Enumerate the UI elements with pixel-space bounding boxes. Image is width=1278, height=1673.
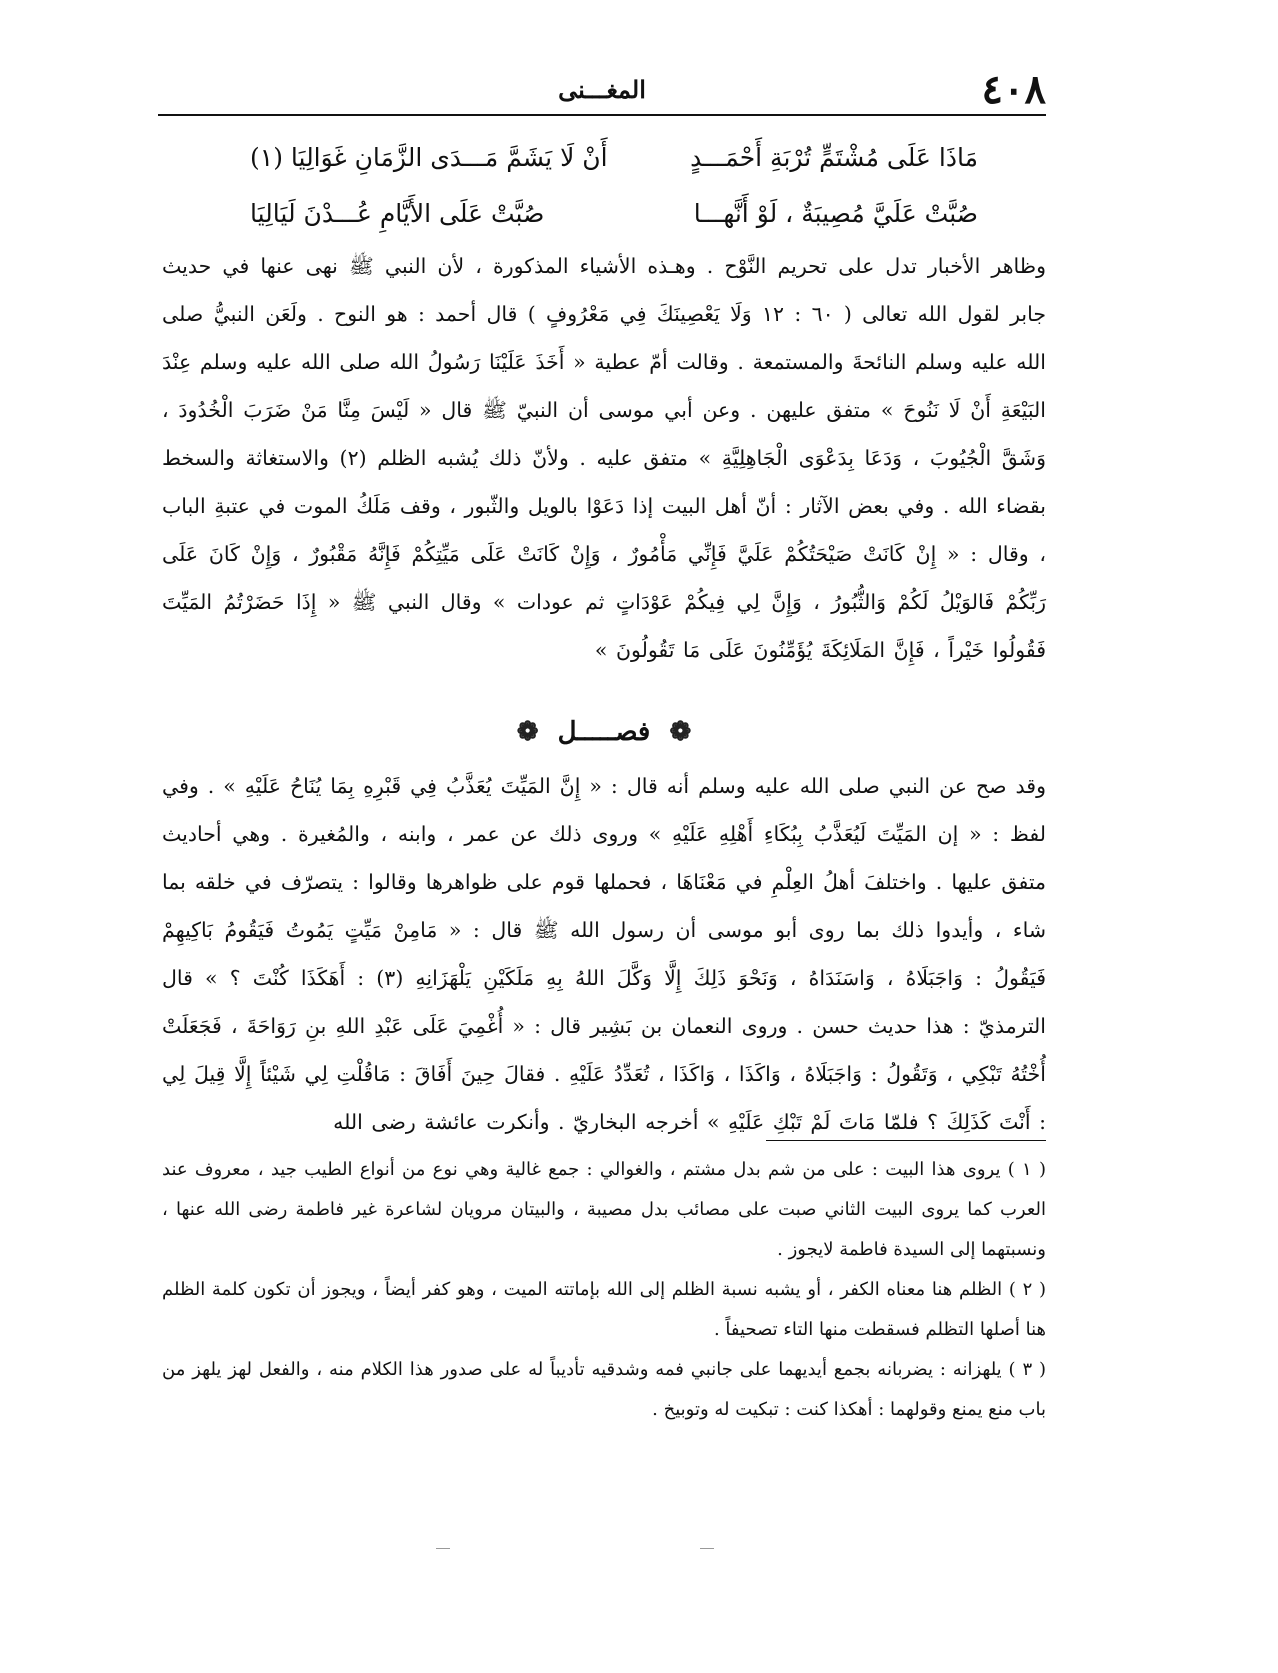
section-heading (162, 708, 1046, 756)
paragraph: وظاهر الأخبار تدل على تحريم النَّوْح . وهـذه الأشياء المذكورة ، لأن النبي ﷺ نهى عنها في حديث جابر لقول الله تعالى ( ٦٠ : ١٢ وَلَا يَعْصِينَكَ فِي مَعْرُوفٍ ) قال أحمد : هو النوح . ولَعَن النبيُّ صلى الله عليه وسلم النائحةَ والمستمعة . وقالت أمّ عطية « أَخَذَ عَلَيْنَا رَسُولُ الله صلى الله عليه وسلم عِنْدَ البَيْعَةِ أَنْ لَا نَنُوحَ » متفق عليهن . وعن أبي موسى أن النبيّ ﷺ قال « لَيْسَ مِنَّا مَنْ ضَرَبَ الْخُدُودَ ، وَشَقَّ الْجُيُوبَ ، وَدَعَا بِدَعْوَى الْجَاهِلِيَّةِ » متفق عليه . ولأنّ ذلك يُشبه الظلم (٢) والاستغاثة والسخط بقضاء الله . وفي بعض الآثار : أنّ أهل البيت إذا دَعَوْا بالويل والثّبور ، وقف مَلَكُ الموت في عتبةِ الباب ، وقال : « إِنْ كَانَتْ صَيْحَتُكُمْ عَلَيَّ فَإِنِّي مَأْمُورٌ ، وَإِنْ كَانَتْ عَلَى مَيِّتِكُمْ فَإِنَّهُ مَقْبُورٌ ، وَإِنْ كَانَ عَلَى رَبِّكُمْ فَالوَيْلُ لَكُمْ وَالثُّبُورُ ، وَإِنَّ لِي فِيكُمْ عَوْدَاتٍ ثم عودات » وقال النبي ﷺ « إِذَا حَضَرْتُمُ المَيِّتَ فَقُولُوا خَيْراً ، فَإِنَّ المَلَائِكَةَ يُؤَمِّنُونَ عَلَى مَا تَقُولُونَ » (162, 254, 1047, 662)
verse-first-hemistich: صُبَّتْ عَلَيَّ مُصِيبَةٌ ، لَوْ أَنَّهـــا (693, 199, 978, 228)
verse-second-hemistich: صُبَّتْ عَلَى الأَيَّامِ عُـــدْنَ لَيَالِيَا (250, 199, 545, 228)
body-text (162, 762, 1046, 1146)
page-header (158, 66, 1046, 114)
poem-verse (250, 130, 978, 186)
verse-second-hemistich: أَنْ لَا يَشَمَّ مَـــدَى الزَّمَانِ غَوَالِيَا (١) (250, 143, 608, 172)
footnote: ( ٢ ) الظلم هنا معناه الكفر ، أو يشبه نسبة الظلم إلى الله بإماتته الميت ، وهو كفر أيضاً ، ويجوز أن تكون كلمة الظلم هنا أصلها التظلم فسقطت منها التاء تصحيفاً . (162, 1279, 1046, 1340)
paragraph: وقد صح عن النبي صلى الله عليه وسلم أنه قال : « إِنَّ المَيِّتَ يُعَذَّبُ فِي قَبْرِهِ بِمَا يُنَاحُ عَلَيْهِ » . وفي لفظ : « إن المَيِّتَ لَيُعَذَّبُ بِبُكَاءِ أَهْلِهِ عَلَيْهِ » وروى ذلك عن عمر ، وابنه ، والمُغيرة . وهي أحاديث متفق عليها . واختلفَ أهلُ العِلْمِ في مَعْنَاهَا ، فحملها قوم على ظواهرها وقالوا : يتصرّف في خلقه بما شاء ، وأيدوا ذلك بما روى أبو موسى أن رسول الله ﷺ قال : « مَامِنْ مَيِّتٍ يَمُوتُ فَيَقُومُ بَاكِيهِمْ فَيَقُولُ : وَاجَبَلَاهُ ، وَاسَنَدَاهُ ، وَنَحْوَ ذَلِكَ إِلَّا وَكَّلَ اللهُ بِهِ مَلَكَيْنِ يَلْهَزَانِهِ (٣) : أَهَكَذَا كُنْتَ ؟ » قال الترمذيّ : هذا حديث حسن . وروى النعمان بن بَشِير قال : « أُغْمِيَ عَلَى عَبْدِ اللهِ بنِ رَوَاحَةَ ، فَجَعَلَتْ أُخْتُهُ تَبْكِي ، وَتَقُولُ : وَاجَبَلَاهُ ، وَاكَذَا ، وَاكَذَا ، تُعَدِّدُ عَلَيْهِ . فقالَ حِينَ أَفَاقَ : مَاقُلْتِ لِي شَيْئاً إِلَّا قِيلَ لِي : أَنْتَ كَذَلِكَ ؟ فلمّا مَاتَ لَمْ تَبْكِ عَلَيْهِ » أخرجه البخاريّ . وأنكرت عائشة رضى الله (162, 774, 1046, 1134)
ornament-icon: ❁ (516, 717, 539, 747)
body-text (162, 242, 1046, 674)
verse-first-hemistich: مَاذَا عَلَى مُشْتَمٍّ تُرْبَةِ أَحْمَـــدٍ (690, 143, 978, 172)
header-rule (158, 114, 1046, 116)
poem-verse (250, 186, 978, 242)
footnote: ( ١ ) يروى هذا البيت : على من شم بدل مشتم ، والغوالي : جمع غالية وهي نوع من أنواع الطيب جيد ، معروف عند العرب كما يروى البيت الثاني صبت على مصائب بدل مصيبة ، والبيتان مرويان لشاعرة غير فاطمة رضى الله عنها ، ونسبتهما إلى السيدة فاطمة لايجوز . (162, 1159, 1047, 1260)
ornament-icon: ❁ (669, 717, 692, 747)
poem (250, 130, 978, 242)
running-title: المغـــنى (558, 75, 646, 104)
page-number: ٤٠٨ (981, 66, 1046, 113)
scan-mark (700, 1548, 714, 1549)
footnote: ( ٣ ) يلهزانه : يضربانه بجمع أيديهما على جانبي فمه وشدقيه تأديباً له على صدور هذا الكلام منه ، والفعل لهز يلهز من باب منع يمنع وقولهما : أهكذا كنت : تبكيت له وتوبيخ . (162, 1359, 1047, 1420)
footnote-rule (766, 1140, 1046, 1141)
section-heading-text: فصـــــل (557, 717, 651, 747)
footnotes (162, 1150, 1046, 1430)
scan-mark (436, 1548, 450, 1549)
